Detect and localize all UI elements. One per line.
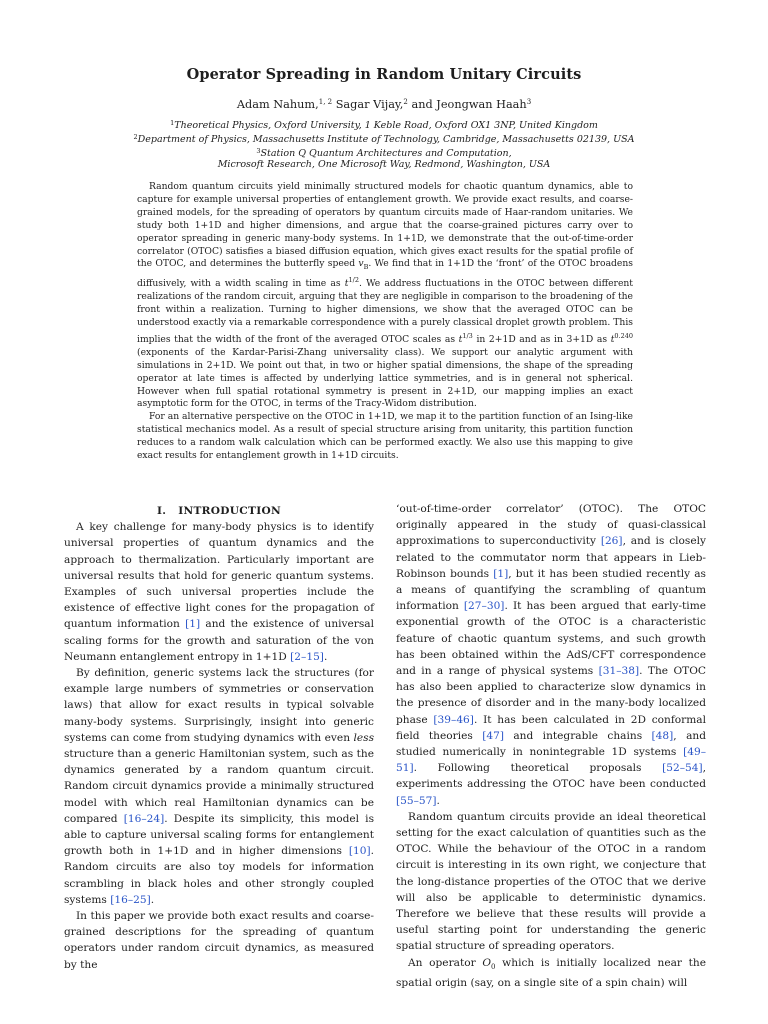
affiliation-text: Theoretical Physics, Oxford University, 1 Keble Road, Oxford OX1 3NP, United Kingdom <box>174 120 598 131</box>
citation-link[interactable]: [48] <box>651 729 674 742</box>
abstract <box>137 181 633 463</box>
citation-link[interactable]: [26] <box>600 535 623 548</box>
citation-link[interactable]: [39–46] <box>433 713 474 726</box>
author-affil-mark: 1, 2 <box>318 98 333 106</box>
citation-link[interactable]: [1] <box>493 567 509 580</box>
citation-link[interactable]: [16–25] <box>110 893 151 906</box>
body-paragraph: In this paper we provide both exact results and coarse-grained descriptions for the spreading of quantum operators under random circuit dynamics, as measured by the <box>64 910 374 971</box>
body-paragraph: An operator $O_0$ which is initially localized near the spatial origin (say, on a single site of a spin chain) will <box>396 956 706 989</box>
left-column <box>64 503 374 973</box>
affil-mark: 2 <box>133 133 138 141</box>
citation-link[interactable]: [31–38] <box>598 665 640 678</box>
section-heading: I. INTRODUCTION <box>157 505 281 517</box>
abstract-paragraph: Random quantum circuits yield minimally structured models for chaotic quantum dynamics, able to capture for example universal properties of entanglement growth. We provide exact results, and coarse-grained models, for the spreading of operators by quantum circuits made of Haar-random unitaries. We study both 1+1D and higher dimensions, and argue that the coarse-grained pictures carry over to operator spreading in generic many-body systems. In 1+1D, we demonstrate that the out-of-time-order correlator (OTOC) satisfies a biased diffusion equation, which gives exact results for the spatial profile of the OTOC, and determines the butterfly speed $v_B$. We find that in 1+1D the ‘front’ of the OTOC broadens diffusively, with a width scaling in time as $t^{1/2}$. We address fluctuations in the OTOC between different realizations of the random circuit, arguing that they are negligible in comparison to the broadening of the front within a realization. Turning to higher dimensions, we show that the averaged OTOC can be understood exactly via a remarkable correspondence with a purely classical droplet growth problem. This implies that the width of the front of the averaged OTOC scales as $t^{1/3}$ in 2+1D and as in 3+1D as $t^{0.240}$ (exponents of the Kardar-Parisi-Zhang universality class). We support our analytic argument with simulations in 2+1D. We point out that, in two or higher spatial dimensions, the shape of the spreading operator at late times is affected by underlying lattice symmetries, and is in general not spherical. However when full spatial rotational symmetry is present in 2+1D, our mapping implies an exact asymptotic form for the OTOC, in terms of the Tracy-Widom distribution. <box>137 181 633 410</box>
abstract-paragraph: For an alternative perspective on the OTOC in 1+1D, we map it to the partition function of an Ising-like statistical mechanics model. As a result of special structure arising from unitarity, this partition function reduces to a random walk calculation which can be performed exactly. We also use this mapping to give exact results for entanglement growth in 1+1D circuits. <box>137 411 633 462</box>
author-list <box>0 98 768 111</box>
author-affil-mark: 3 <box>526 98 532 106</box>
affil-mark: 1 <box>170 119 175 127</box>
affil-mark: 3 <box>256 147 261 155</box>
affiliation <box>0 158 768 172</box>
right-column <box>396 501 706 991</box>
citation-link[interactable]: [16–24] <box>123 812 165 825</box>
citation-link[interactable]: [27–30] <box>463 600 505 613</box>
citation-link[interactable]: [52–54] <box>662 762 703 775</box>
affiliation-text: Station Q Quantum Architectures and Computation, <box>260 148 512 159</box>
author-name: Sagar Vijay, <box>335 98 404 111</box>
citation-link[interactable]: [47] <box>482 729 504 742</box>
affiliation-text: Microsoft Research, One Microsoft Way, Redmond, Washington, USA <box>217 159 551 170</box>
author-name: Adam Nahum, <box>236 98 319 111</box>
body-paragraph: Random quantum circuits provide an ideal theoretical setting for the exact calculation of quantities such as the OTOC. While the behaviour of the OTOC in a random circuit is interesting in its own right, we conjecture that the long-distance properties of the OTOC that we derive will also be applicable to deterministic dynamics. Therefore we believe that these results will provide a useful starting point for understanding the generic spatial structure of spreading operators. <box>396 810 706 953</box>
body-paragraph: By definition, generic systems lack the structures (for example large numbers of symmetries or conservation laws) that allow for exact results in typical solvable many-body systems. Surprisingly, insight into generic systems can come from studying dynamics with even less structure than a generic Hamiltonian system, such as the dynamics generated by a random quantum circuit. Random circuit dynamics provide a minimally structured model with which real Hamiltonian dynamics can be compared [16–24]. Despite its simplicity, this model is able to capture universal scaling forms for entanglement growth both in 1+1D and in higher dimensions [10]. Random circuits are also toy models for information scrambling in black holes and other strongly coupled systems [16–25]. <box>64 667 375 906</box>
author-affil-mark: 2 <box>403 98 408 106</box>
citation-link[interactable]: [1] <box>185 618 201 631</box>
body-paragraph: ‘out-of-time-order correlator’ (OTOC). The OTOC originally appeared in the study of quasi-classical approximations to superconductivity [26], and is closely related to the commutator norm that appears in Lieb-Robinson bounds [1], but it has been studied recently as a means of quantifying the scrambling of quantum information [27–30]. It has been argued that early-time exponential growth of the OTOC is a characteristic feature of chaotic quantum systems, and such growth has been obtained within the AdS/CFT correspondence and in a range of physical systems [31–38]. The OTOC has also been applied to characterize slow dynamics in the presence of disorder and in the many-body localized phase [39–46]. It has been calculated in 2D conformal field theories [47] and integrable chains [48], and studied numerically in nonintegrable 1D systems [49–51]. Following theoretical proposals [52–54], experiments addressing the OTOC have been conducted [55–57]. <box>396 503 707 807</box>
affiliation-text: Department of Physics, Massachusetts Institute of Technology, Cambridge, Massachusetts 02139, USA <box>137 134 635 145</box>
body-paragraph: A key challenge for many-body physics is to identify universal properties of quantum dynamics and the approach to thermalization. Particularly important are universal results that hold for generic quantum systems. Examples of such universal properties include the existence of effective light cones for the propagation of quantum information [1] and the existence of universal scaling forms for the growth and saturation of the von Neumann entanglement entropy in 1+1D [2–15]. <box>64 521 374 663</box>
citation-link[interactable]: [49–51] <box>396 746 706 775</box>
citation-link[interactable]: [2–15] <box>290 650 324 663</box>
paper-title: Operator Spreading in Random Unitary Circuits <box>186 66 582 83</box>
citation-link[interactable]: [55–57] <box>396 794 437 807</box>
citation-link[interactable]: [10] <box>348 845 371 858</box>
author-name: and Jeongwan Haah <box>411 98 527 111</box>
